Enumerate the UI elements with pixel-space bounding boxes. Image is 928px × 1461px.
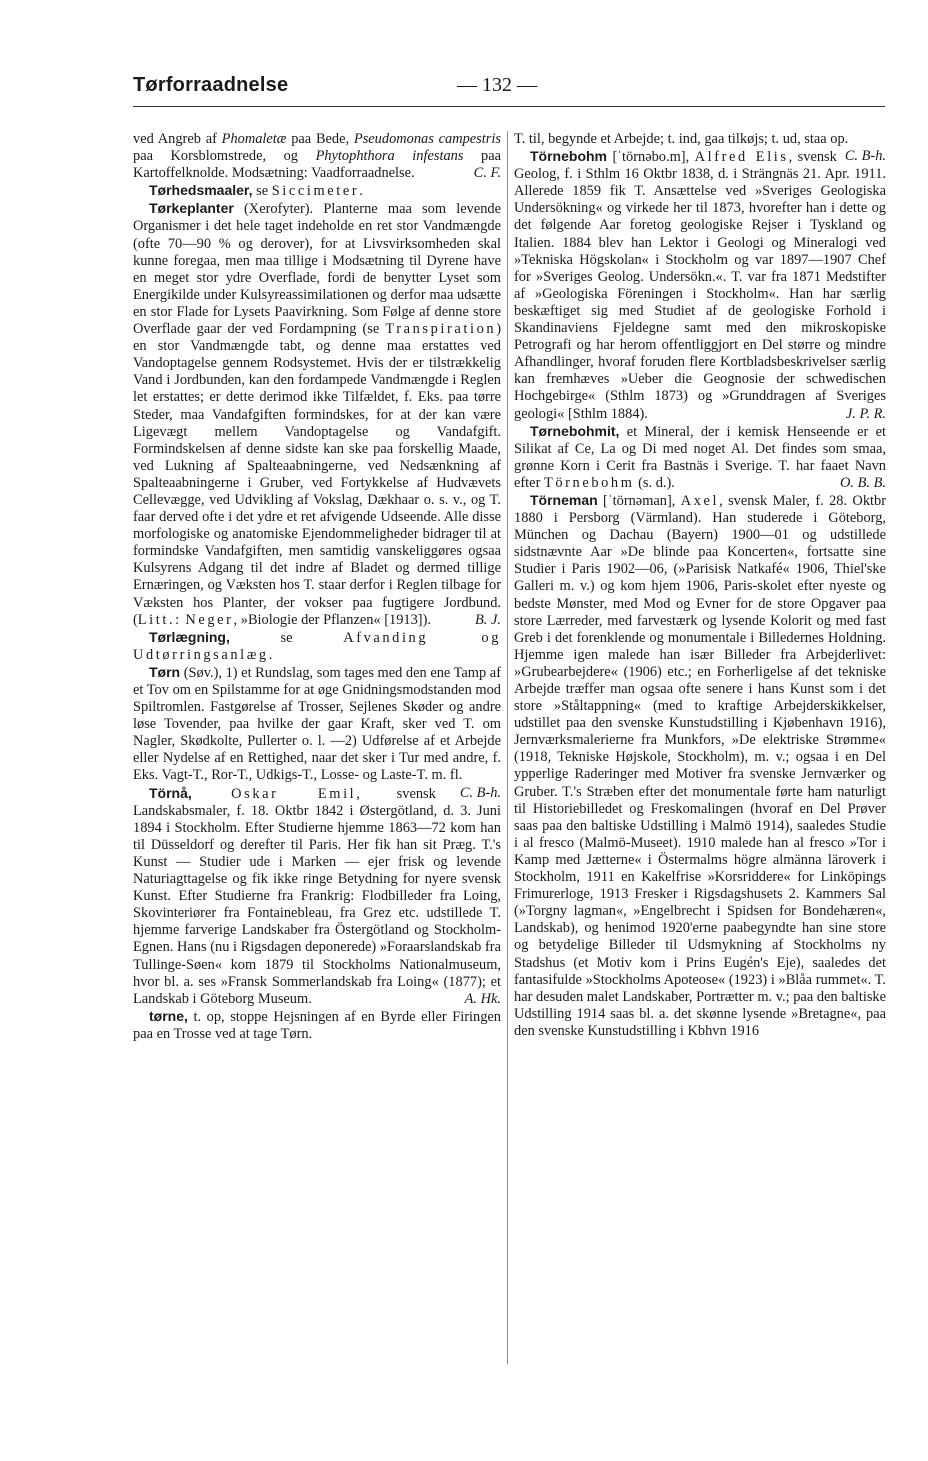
- headword: Tørnebohmit,: [530, 422, 620, 439]
- entry-tørne-continued: T. til, begynde et Arbejde; t. ind, gaa tilkøjs; t. ud, staa op. C. B-h.: [514, 131, 886, 165]
- entry-tørlægning: Tørlægning, se Afvanding og Udtørringsanlæg.: [133, 628, 501, 663]
- author-signature: C. F.: [473, 165, 501, 182]
- running-header: [133, 74, 885, 104]
- headword: tørne,: [149, 1007, 188, 1024]
- cross-reference: Transpiration: [385, 321, 497, 338]
- left-column: [133, 131, 501, 1043]
- author-signature: A. Hk.: [464, 990, 501, 1007]
- entry-tørhedsmaaler: Tørhedsmaaler, se Siccimeter.: [149, 182, 363, 200]
- author-signature: B. J.: [475, 611, 501, 628]
- entry-tørne: tørne, t. op, stoppe Hejsningen af en Byrde eller Firingen paa en Trosse ved at tage Tørn.: [133, 1007, 501, 1042]
- right-column: [514, 131, 886, 1040]
- entry-tørn: Tørn (Søv.), 1) et Rundslag, som tages med den ene Tamp af et Tov om en Spilstamme for at øge Gnidningsmodstanden mod Spiltromlen. Fastgørelse af Trosser, Sejlenes Skøder og andre løse Tovender, paa hvilke der gaar Kraft, sker ved T. om Nagler, Skødkolte, Pullerter o. l. —2) Udførelse af et Arbejde eller Nydelse af en Rettighed, naar det sker i Tur med andre, f. Eks. Vagt-T., Ror-T., Udkigs-T., Losse- og Laste-T. m. fl. C. B-h.: [133, 663, 501, 801]
- entry-tørkeplanter: Tørkeplanter (Xerofyter). Planterne maa som levende Organismer i det hele taget indeholde en ret stor Vandmængde (ofte 70—90 % og derover), for at Livsvirksomheden skal kunne foregaa, men maa tillige i Modsætning til Dyrene have en meget stor ydre Overflade, fordi de benytter Lyset som Energikilde under Kulsyreassimilationen og derfor maa udsætte en stor Flade for Lysets Paavirkning. Som Følge af denne store Overflade gaar der ved Fordampning (se Transpiration) en stor Vandmængde tabt, og denne maa erstattes ved Vandoptagelse gennem Rodsystemet. Hvis der er tilstrækkelig Vand i Jordbunden, kan den fordampede Vandmængde i Reglen let erstattes; er dette derimod ikke Tilfældet, f. Eks. paa tørre Steder, maa Vandafgiften formindskes, for at der kan være Ligevægt mellem Vandoptagelse og Vandafgift. Formindskelsen af denne sidste kan ske paa forskellig Maade, ved Lukning af Spalteaabningerne, ved Nedsænkning af Spalteaabningerne i Gruber, ved Fortykkelse af Hudvævets Cellevægge, ved Udvikling af Vokslag, Dækhaar o. s. v., og T. faar derved ofte i det ydre et ret afvigende Udseende. Alle disse morfologiske og anatomiske Ejendommeligheder bidrager til at formindske Vandafgiften, men samtidig vanskeliggøres ogsaa Kulsyrens Adgang til det indre af Bladet og dermed tillige Ernæringen, og Væksten hos T. staar derfor i Reglen tilbage for Væksten hos Planter, der vokser paa fugtigere Jordbund. (Litt.: Neger, »Biologie der Pflanzen« [1913]). B. J.: [133, 200, 501, 628]
- headword: Tørkeplanter: [149, 200, 234, 217]
- author-signature: O. B. B.: [840, 474, 886, 491]
- entry-törnebohm: Törnebohm [ˈtörnəbo.m], Alfred Elis, svensk Geolog, f. i Sthlm 16 Oktbr 1838, d. i Strängnäs 21. Apr. 1911. Allerede 1859 fik T. Ansættelse ved »Sveriges Geologiska Undersökning« og virkede her til 1873, hvorefter han i dette og det følgende Aar foretog geologiske Rejser i Tyskland og Italien. 1884 blev han Lektor i Geologi og Mineralogi ved »Tekniska Högskolan« i Stockholm og var 1897—1907 Chef for »Sveriges Geolog. Undersökn.«. T. var fra 1871 Medstifter af »Geologiska Föreningen i Stockholm«. Han har særlig beskæftiget sig med Studiet af de geologiske Forhold i Skandinaviens Fjeldegne samt med den mikroskopiske Petrografi og har herom offentliggjort en Del større og mindre Afhandlinger, hvoraf foruden flere Kortbladsbeskrivelser særlig kan fremhæves »Ueber die Geognosie der schwedischen Hochgebirge« (Sthlm 1873) og »Grunddragen af Sveriges geologi« [Sthlm 1884). J. P. R.: [514, 148, 886, 422]
- running-title: Tørforraadnelse: [133, 74, 289, 96]
- cross-reference: Siccimeter: [271, 183, 360, 200]
- headword: Tørhedsmaaler,: [149, 182, 253, 199]
- headword: Törneman: [530, 491, 598, 508]
- headword: Tørlægning,: [149, 628, 230, 645]
- column-divider: [507, 131, 508, 1364]
- entry-törnå: Törnå, Oskar Emil, svensk Landskabsmaler, f. 18. Oktbr 1842 i Østergötland, d. 3. Juni 1894 i Stockholm. Efter Studierne hjemme 1863—72 kom han til Düsseldorf og derefter til Paris. Her fik han sit Præg. T.'s Kunst — Studier ude i Marken — ejer frisk og levende Naturiagttagelse og fik ikke ringe Betydning for nyere svensk Kunst. Efter Studierne fra Frankrig: Flodbilleder fra Loing, Skovinteriører fra Fontainebleau, fra Grez etc. udstillede T. hjemme farverige Landskaber fra Östergötland og Stockholm-Egnen. Hans (nu i Rigsdagen deponerede) »Foraarslandskab fra Tullinge-Søen« kom 1879 til Stockholms Nationalmuseum, hvor bl. a. ses »Fransk Sommerlandskab fra Loing« (1877); et Landskab i Göteborg Museum. A. Hk.: [133, 784, 501, 1007]
- entry-törneman: Törneman [ˈtörnəman], Axel, svensk Maler, f. 28. Oktbr 1880 i Persborg (Värmland). Han studerede i Göteborg, München og Dachau (Bayern) 1900—01 og udstillede sidstnævnte Aar »De blinde paa Koncerten«, fortsatte sine Studier i Paris 1902—06, (»Parisisk Natkafé« 1906, Thiel'ske Galleri m. v.) og kom hjem 1906, Paris-skolet efter nyeste og bedste Mønster, med Mod og Evner for de store Opgaver paa store Lærreder, med farvestærk og lysende Kolorit og med fast Greb i det forenklende og monumentale i Billedernes Holdning. Hjemme igen malede han især Billeder fra Arbejderlivet: »Grubearbejdere« (1906) etc.; en Forherligelse af det tekniske Arbejde træffer man ogsaa ofte senere i hans Kunst som i det store »Ståltappning« (med to kraftige Arbejderskikkelser, udstillet paa den svenske Kunstudstilling i Kjøbenhavn 1916), Jernværksmalerierne fra Munkfors, »De elektriske Strømme« (1918, Tekniske Højskole, Stockholm), m. v.; ogsaa i en Del ypperlige Raderinger med Motiver fra svenske Jernværker og Gruber. T.'s Stræben efter det monumentale førte ham naturligt til Historiebilledet og Freskomalingen (hvoraf en Del Prøver saas paa den baltiske Udstilling i Malmö 1914), saaledes Studie i al fresco (Malmö-Museet). 1910 malede han al fresco »Tor i Kamp med Jætterne« i Östermalms högre almänna läroverk i Stockholm, 1911 en Kakelfrise »Korsriddere« for Linköpings Frimurerloge, 1913 Fresker i Rigsdagshusets 2. Kammers Sal (»Torgny lagman«, »Engelbrecht i Spidsen for Bondehæren«, Landskab), og henimod 1920'erne paabegyndte han sine store og betydelige Billeder til Udsmykning af Stockholms ny Stadshus (et Motiv kom i Prins Eugén's Eje), saaledes det fantasifulde »Stockholms Apoteose« (1923) i »Blåa rummet«. T. har desuden malet Landskaber, Portrætter m. v.; paa den baltiske Udstilling 1914 saas bl. a. det skønne lysende »Bretagne«, paa den svenske Kunstudstilling i Kbhvn 1916: [514, 491, 887, 1039]
- cross-reference: Afvanding og Udtørringsanlæg: [133, 629, 501, 663]
- author-signature: J. P. R.: [845, 405, 886, 422]
- headword: Törnå,: [149, 784, 192, 801]
- entry-tørnebohmit: Tørnebohmit, et Mineral, der i kemisk Henseende er et Silikat af Ce, La og Di med noget Al. Det findes som smaa, grønne Korn i Cerit fra Bastnäs i Sverige. T. har faaet Navn efter Törnebohm (s. d.). O. B. B.: [514, 422, 886, 491]
- author-signature: C. B-h.: [844, 148, 886, 165]
- author-signature: C. B-h.: [459, 784, 501, 801]
- cross-reference: Törnebohm: [543, 474, 635, 491]
- entry-tørforraadnelse-continued: ved Angreb af Phomaletæ paa Bede, Pseudomonas campestris paa Korsblomstrede, og Phytophthora infestans paa Kartoffelknolde. Modsætning: Vaadforraadnelse. C. F.: [133, 131, 501, 182]
- headword: Tørn: [149, 663, 181, 680]
- header-rule: [133, 106, 885, 107]
- page-number: — 132 —: [457, 74, 537, 96]
- headword: Törnebohm: [530, 148, 607, 165]
